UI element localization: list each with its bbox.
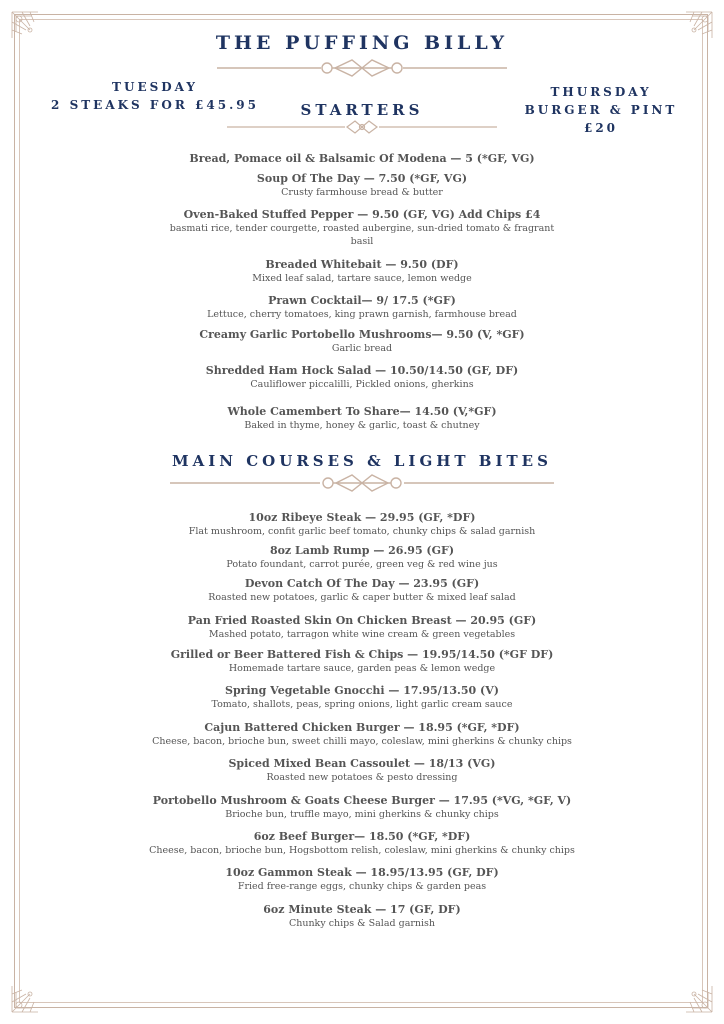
item-description: Homemade tartare sauce, garden peas & lemon wedge (228, 663, 496, 674)
item-name: Bread, Pomace oil & Balsamic Of Modena — 5 (*GF, VG) (189, 152, 535, 165)
menu-item (150, 257, 574, 285)
item-description: Brioche bun, truffle mayo, mini gherkins & chunky chips (225, 809, 499, 820)
item-description: Tomato, shallots, peas, spring onions, light garlic cream sauce (211, 699, 513, 710)
item-name: Oven-Baked Stuffed Pepper — 9.50 (GF, VG) Add Chips £4 (183, 208, 541, 221)
item-name: Whole Camembert To Share— 14.50 (V,*GF) (227, 405, 497, 418)
menu-item (150, 829, 574, 857)
starters-heading: STARTERS (300, 101, 424, 119)
item-description: Fried free-range eggs, chunky chips & garden peas (237, 881, 487, 892)
item-name: Devon Catch Of The Day — 23.95 (GF) (244, 577, 480, 590)
item-description: Baked in thyme, honey & garlic, toast & chutney (244, 420, 480, 431)
menu-item (150, 293, 574, 321)
promo-offer: BURGER & PINT £20 (524, 103, 678, 135)
item-name: Breaded Whitebait — 9.50 (DF) (265, 258, 459, 271)
promo-offer: 2 STEAKS FOR £45.95 (51, 98, 259, 112)
item-description: basmati rice, tender courgette, roasted aubergine, sun-dried tomato & fragrant basil (169, 223, 555, 247)
item-name: Pan Fried Roasted Skin On Chicken Breast — 20.95 (GF) (187, 614, 537, 627)
item-description: Garlic bread (331, 343, 393, 354)
item-name: 6oz Beef Burger— 18.50 (*GF, *DF) (253, 830, 471, 843)
item-description: Roasted new potatoes, garlic & caper butter & mixed leaf salad (208, 592, 516, 603)
item-description: Roasted new potatoes & pesto dressing (266, 772, 458, 783)
menu-item (150, 613, 574, 641)
menu-item (150, 902, 574, 930)
menu-item (150, 865, 574, 893)
corner-ornament-icon (8, 968, 56, 1016)
item-name: Shredded Ham Hock Salad — 10.50/14.50 (GF, DF) (205, 364, 519, 377)
menu-item (150, 543, 574, 571)
item-description: Lettuce, cherry tomatoes, king prawn garnish, farmhouse bread (207, 309, 517, 320)
mains-heading: MAIN COURSES & LIGHT BITES (172, 452, 552, 470)
item-name: Creamy Garlic Portobello Mushrooms— 9.50 (V, *GF) (199, 328, 525, 341)
item-description: Mixed leaf salad, tartare sauce, lemon wedge (252, 273, 472, 284)
item-description: Cauliflower piccalilli, Pickled onions, gherkins (250, 379, 474, 390)
promo-day: TUESDAY (112, 80, 198, 94)
menu-item (150, 793, 574, 821)
restaurant-title: THE PUFFING BILLY (215, 32, 509, 54)
menu-item (150, 683, 574, 711)
item-description: Mashed potato, tarragon white wine cream & green vegetables (208, 629, 516, 640)
item-name: Spiced Mixed Bean Cassoulet — 18/13 (VG) (228, 757, 496, 770)
item-description: Potato foundant, carrot purée, green veg & red wine jus (226, 559, 498, 570)
item-name: Soup Of The Day — 7.50 (*GF, VG) (256, 172, 468, 185)
menu-item (150, 327, 574, 355)
menu-item (150, 171, 574, 199)
corner-ornament-icon (668, 968, 716, 1016)
menu-item (150, 151, 574, 166)
menu-item (150, 363, 574, 391)
item-name: 10oz Ribeye Steak — 29.95 (GF, *DF) (248, 511, 476, 524)
menu-item (150, 576, 574, 604)
title-divider-icon (0, 58, 724, 78)
item-description: Cheese, bacon, brioche bun, Hogsbottom relish, coleslaw, mini gherkins & chunky chips (149, 845, 575, 856)
item-description: Cheese, bacon, brioche bun, sweet chilli mayo, coleslaw, mini gherkins & chunky chips (152, 736, 572, 747)
mains-divider-icon (0, 473, 724, 493)
item-description: Crusty farmhouse bread & butter (281, 187, 443, 198)
menu-item (150, 720, 574, 748)
starters-divider-icon (0, 119, 724, 135)
menu-item (150, 404, 574, 432)
item-description: Chunky chips & Salad garnish (288, 918, 436, 929)
menu-item (150, 756, 574, 784)
item-description: Flat mushroom, confit garlic beef tomato, chunky chips & salad garnish (188, 526, 536, 537)
promo-day: THURSDAY (550, 85, 652, 99)
item-name: 8oz Lamb Rump — 26.95 (GF) (269, 544, 455, 557)
menu-item (150, 207, 574, 248)
item-name: Portobello Mushroom & Goats Cheese Burger — 17.95 (*VG, *GF, V) (152, 794, 572, 807)
menu-item (150, 647, 574, 675)
item-name: Grilled or Beer Battered Fish & Chips — 19.95/14.50 (*GF DF) (170, 648, 554, 661)
item-name: 10oz Gammon Steak — 18.95/13.95 (GF, DF) (225, 866, 499, 879)
item-name: Prawn Cocktail— 9/ 17.5 (*GF) (268, 294, 456, 307)
item-name: Cajun Battered Chicken Burger — 18.95 (*GF, *DF) (204, 721, 520, 734)
item-name: Spring Vegetable Gnocchi — 17.95/13.50 (V) (225, 684, 499, 697)
menu-item (150, 510, 574, 538)
item-name: 6oz Minute Steak — 17 (GF, DF) (263, 903, 461, 916)
